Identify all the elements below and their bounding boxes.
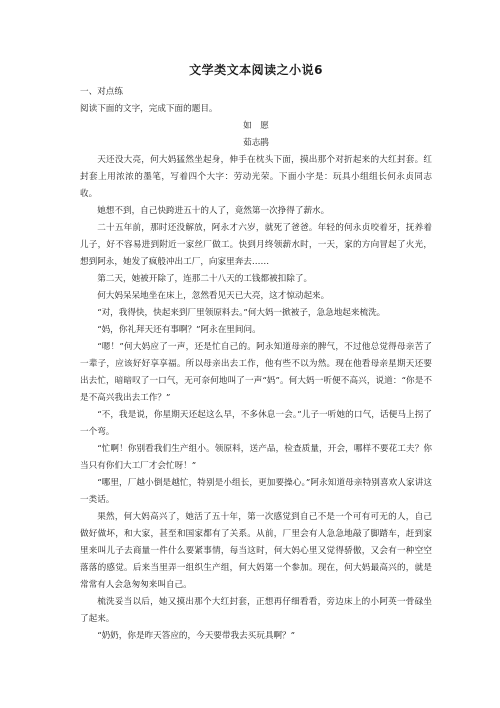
paragraph: “忙啊！你别看我们生产组小。领原料，送产品，检查质量，开会，哪样不要花工夫？你当只有你们大工厂才会忙呀！” [80, 444, 432, 471]
paragraph: “对，我得快，快起来到厂里领原料去。”何大妈一掀被子，急急地起来梳洗。 [97, 308, 386, 318]
paragraph: 她想不到，自己快跨进五十的人了，竟然第一次挣得了薪水。 [97, 206, 330, 216]
paragraph: 第二天，她被开除了，连那二十八天的工钱都被扣除了。 [97, 274, 313, 284]
instruction-text: 阅读下面的文字，完成下面的题目。 [80, 104, 218, 114]
paragraph: 梳洗妥当以后，她又摸出那个大红封套，正想再仔细看看，旁边床上的小阿英一骨碌坐了起来。 [80, 597, 432, 624]
paragraph: 果然，何大妈高兴了，她活了五十年，第一次感觉到自己不是一个可有可无的人，自己做好做坏，和大家，甚至和国家都有了关系。从前，厂里会有人急急地敲了脚踏车，赶到家里来叫儿子去商量一件什么要紧事情，每当这时，何大妈心里又觉得骄傲，又会有一种空空落落的感觉。后来当里弄一组织生产组，何大妈第一个参加。现在，何大妈最高兴的，就是常常有人会急匆匆来叫自己。 [80, 512, 432, 590]
paragraph: “哪里，厂越小倒是越忙，特别是小组长，更加要操心。”阿永知道母亲特别喜欢人家讲这一类话。 [80, 478, 432, 505]
paragraph: “奶奶，你是昨天答应的，今天要带我去买玩具啊？” [97, 631, 296, 641]
paragraph: 天还没大亮，何大妈猛然坐起身，伸手在枕头下面，摸出那个对折起来的大红封套。红封套上用浓浓的墨笔，写着四个大字：劳动光荣。下面小字是：玩具小组组长何永贞同志收。 [80, 155, 432, 199]
document-title: 文学类文本阅读之小说6 [189, 63, 323, 77]
section-heading: 一、对点练 [80, 87, 123, 97]
story-title: 如 愿 [243, 121, 269, 131]
story-author: 茹志鹃 [243, 138, 269, 148]
paragraph: “不，我是说，你星期天还起这么早，不多休息一会。”儿子一听她的口气，话便马上拐了一个弯。 [80, 410, 432, 437]
paragraph: “妈，你礼拜天还有事啊？”阿永在里间问。 [97, 325, 261, 335]
paragraph: “嗯！”何大妈应了一声，还是忙自己的。阿永知道母亲的脾气，不过他总觉得母亲苦了一辈子，应该好好享享福。所以母亲出去工作，他有些不以为然。现在他看母亲星期天还要出去忙，暗暗叹了一口气，无可奈何地叫了一声“妈”。何大妈一听便不高兴，说道：“你是不是不高兴我出去工作？” [80, 342, 432, 403]
paragraph: 二十五年前，那时还没解放，阿永才六岁，就死了爸爸。年轻的何永贞咬着牙，抚养着儿子，好不容易进到附近一家丝厂做工。快到月终领薪水时，一天，家的方向冒起了火光，想到阿永，她发了疯般冲出工厂，向家里奔去…… [80, 223, 432, 267]
paragraph: 何大妈呆呆地坐在床上，忽然看见天已大亮，这才惊动起来。 [97, 291, 330, 301]
